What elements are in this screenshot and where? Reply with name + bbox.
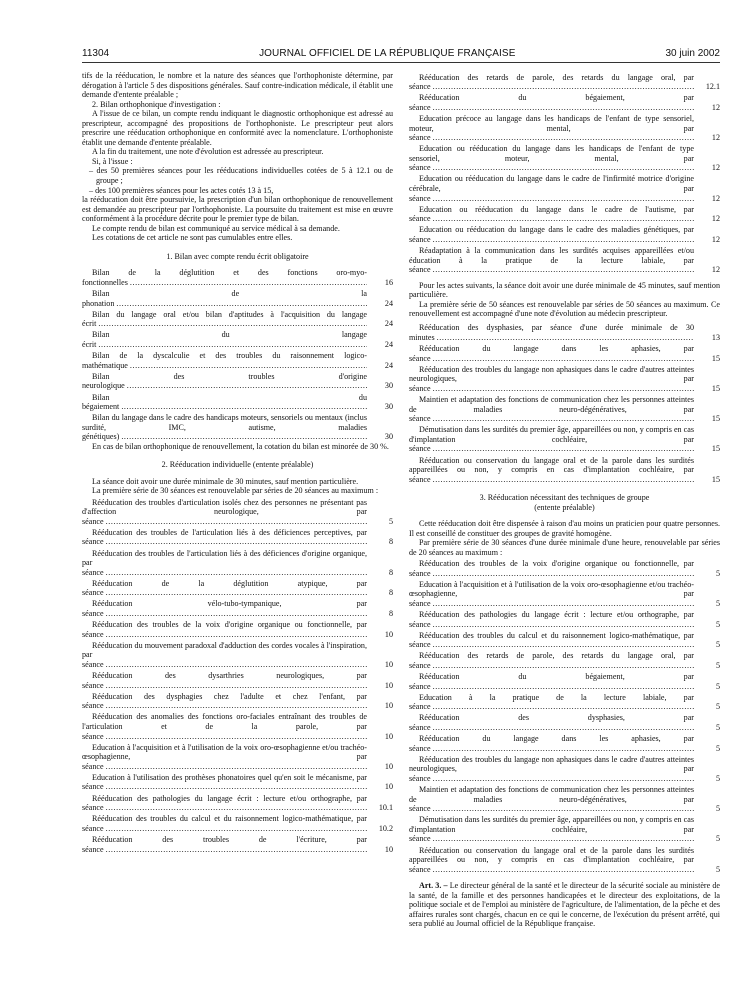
act-label	[82, 579, 367, 598]
act-text: Rééducation des dysphasies, par séance	[409, 713, 694, 732]
act-label	[409, 93, 694, 112]
act-coefficient: 10.1	[378, 803, 393, 813]
act-label	[82, 599, 367, 618]
act-coefficient: 5	[715, 568, 720, 578]
reeducation-row	[409, 73, 720, 92]
act-text: Rééducation de la déglutition atypique, par séance	[82, 578, 367, 598]
act-coefficient: 5	[715, 640, 720, 650]
section-3-paragraph: Par première série de 30 séances d'une durée minimale d'une heure, renouvelable par séries de 20 séances au maximum :	[409, 538, 720, 557]
act-text: Bilan de la déglutition et des fonctions oro-myo-fonctionnelles	[82, 268, 367, 287]
act-coefficient: 24	[384, 360, 393, 370]
group-row	[409, 785, 720, 814]
act-text: Bilan de la phonation	[82, 289, 367, 308]
act-label	[409, 755, 694, 784]
act-text: Rééducation des troubles de l'articulation liés à des déficiences d'origine organique, par séance	[82, 548, 367, 577]
act-label	[82, 620, 367, 639]
reeducation-row	[82, 712, 393, 741]
act-coefficient: 8	[388, 537, 393, 547]
act-label	[82, 712, 367, 741]
act-label	[82, 814, 367, 833]
group-row	[409, 734, 720, 753]
section-3-paragraph: Cette rééducation doit être dispensée à raison d'au moins un praticien pour quatre personnes. Il est conseillé de constituer des groupes de gravité homogène.	[409, 519, 720, 538]
section-3-title: 3. Rééducation nécessitant des techniques de groupe	[479, 493, 650, 503]
act-label	[409, 815, 694, 844]
act-label	[82, 310, 367, 329]
section-2-title: 2. Rééducation individuelle (entente préalable)	[161, 460, 314, 470]
act-text: Education ou rééducation du langage dans le cadre de l'autisme, par séance	[409, 204, 694, 224]
act-coefficient: 15	[711, 383, 720, 393]
act-text: Rééducation des troubles du langage non aphasiques dans le cadre d'autres atteintes neurologiques, par séance	[409, 364, 694, 393]
act-text: Education à la pratique de la lecture labiale, par séance	[409, 692, 694, 712]
act-label	[409, 559, 694, 578]
act-coefficient: 10	[384, 659, 393, 669]
act-label	[409, 225, 694, 244]
reeducation-row	[409, 365, 720, 394]
act-coefficient: 5	[715, 702, 720, 712]
bilan-row	[82, 351, 393, 370]
act-coefficient: 5	[715, 773, 720, 783]
act-text: Rééducation ou conservation du langage oral et de la parole dans les surdités appareillées ou non, y compris en cas d'implantation cochléaire, par séance	[409, 455, 694, 484]
act-text: Rééducation des pathologies du langage écrit : lecture et/ou orthographe, par séance	[82, 793, 367, 813]
act-text: Rééducation des troubles d'articulation isolés chez des personnes ne présentant pas d'affection neurologique, par séance	[82, 497, 367, 526]
act-text: Rééducation vélo-tubo-tympanique, par séance	[82, 599, 367, 619]
act-coefficient: 15	[711, 474, 720, 484]
group-row	[409, 815, 720, 844]
reeducation-row	[82, 773, 393, 792]
act-text: Rééducation des dysarthries neurologiques, par séance	[82, 671, 367, 690]
reeducation-row	[82, 794, 393, 813]
spacer	[409, 319, 720, 322]
act-label	[409, 713, 694, 732]
bilan-row	[82, 413, 393, 442]
act-coefficient: 12	[711, 193, 720, 203]
reeducation-row	[409, 344, 720, 363]
act-label	[82, 413, 367, 442]
act-text: Rééducation des troubles de la voix d'origine organique ou fonctionnelle, par séance	[82, 620, 367, 639]
group-row	[409, 631, 720, 650]
act-label	[82, 351, 367, 370]
act-label	[409, 425, 694, 454]
act-text: Rééducation du bégaiement, par séance	[409, 93, 694, 112]
two-column-body	[82, 71, 720, 929]
act-label	[82, 549, 367, 578]
page-header	[82, 48, 720, 63]
act-label	[409, 365, 694, 394]
act-coefficient: 12	[711, 234, 720, 244]
act-text: Rééducation ou conservation du langage oral et de la parole dans les surdités appareillées ou non, y compris en cas d'implantation cochléaire, par séance	[409, 845, 694, 874]
act-label	[409, 631, 694, 650]
act-label	[82, 289, 367, 308]
act-coefficient: 12	[711, 214, 720, 224]
dash-item: – des 100 premières séances pour les actes cotés 13 à 15,	[89, 185, 274, 195]
act-text: Rééducation du langage dans les aphasies, par séance	[409, 734, 694, 753]
act-text: Rééducation des anomalies des fonctions oro-faciales entraînant des troubles de l'articulation et de la parole, par séance	[82, 712, 367, 741]
reeducation-row	[409, 456, 720, 485]
reeducation-row	[82, 549, 393, 578]
reeducation-row	[409, 174, 720, 203]
act-coefficient: 5	[388, 516, 393, 526]
act-text: Education à l'acquisition et à l'utilisation de la voix oro-œsophagienne et/ou trachéo-œsophagienne, par séance	[82, 742, 367, 771]
act-label	[409, 846, 694, 875]
act-coefficient: 5	[715, 619, 720, 629]
act-coefficient: 15	[711, 414, 720, 424]
act-label	[409, 205, 694, 224]
act-text: Rééducation du bégaiement, par séance	[409, 672, 694, 691]
reeducation-row	[82, 692, 393, 711]
act-label	[409, 734, 694, 753]
act-text: Education précoce au langage dans les handicaps de l'enfant de type sensoriel, moteur, mental, par séance	[409, 113, 694, 143]
act-label	[82, 692, 367, 711]
act-label	[409, 144, 694, 173]
act-coefficient: 16	[384, 277, 393, 287]
act-label	[82, 498, 367, 527]
act-coefficient: 30	[384, 381, 393, 391]
act-coefficient: 12	[711, 133, 720, 143]
act-label	[82, 743, 367, 772]
section-1-note: En cas de bilan orthophonique de renouvellement, la cotation du bilan est minorée de 30 %.	[92, 441, 389, 451]
act-coefficient: 8	[388, 609, 393, 619]
group-row	[409, 580, 720, 609]
act-coefficient: 12	[711, 102, 720, 112]
act-text: Education à l'utilisation des prothèses phonatoires quel qu'en soit le mécanisme, par séance	[82, 772, 367, 792]
act-label	[409, 73, 694, 92]
act-coefficient: 12	[711, 163, 720, 173]
act-text: Bilan du bégaiement	[82, 392, 367, 412]
bilan-row	[82, 310, 393, 329]
act-label	[409, 344, 694, 363]
act-label	[409, 246, 694, 275]
act-label	[82, 393, 367, 412]
act-text: Bilan du langage oral et/ou bilan d'aptitudes à l'acquisition du langage écrit	[82, 309, 367, 329]
act-text: Réadaptation à la communication dans les surdités acquises appareillées et/ou éducation à la pratique de la lecture labiale, par séance	[409, 246, 694, 275]
article-3-label: Art. 3. –	[419, 881, 448, 891]
act-text: Maintien et adaptation des fonctions de communication chez les personnes atteintes de maladies neuro-dégénératives, par séance	[409, 395, 694, 424]
act-label	[82, 372, 367, 391]
reeducation-row	[82, 814, 393, 833]
act-text: Bilan du langage écrit	[82, 330, 367, 349]
bilan-row	[82, 289, 393, 308]
act-coefficient: 13	[711, 333, 720, 343]
act-coefficient: 5	[715, 834, 720, 844]
reeducation-row	[409, 114, 720, 143]
act-coefficient: 10.2	[378, 823, 393, 833]
reeducation-row	[409, 425, 720, 454]
act-coefficient: 12.1	[705, 82, 720, 92]
act-coefficient: 24	[384, 319, 393, 329]
left-column	[82, 71, 393, 929]
act-label	[82, 268, 367, 287]
body-paragraph: Les cotations de cet article ne sont pas cumulables entre elles.	[92, 233, 293, 243]
act-text: Rééducation des dysphagies chez l'adulte et chez l'enfant, par séance	[82, 691, 367, 711]
act-coefficient: 30	[384, 432, 393, 442]
act-text: Bilan de la dyscalculie et des troubles du raisonnement logico-mathématique	[82, 351, 367, 370]
body-paragraph: Pour les actes suivants, la séance doit avoir une durée minimale de 45 minutes, sauf mention particulière.	[409, 280, 720, 300]
act-label	[82, 528, 367, 547]
act-text: Rééducation des troubles de l'écriture, par séance	[82, 834, 367, 854]
reeducation-row	[409, 323, 720, 342]
group-row	[409, 755, 720, 784]
reeducation-row	[409, 395, 720, 424]
act-text: Rééducation des dysphasies, par séance d'une durée minimale de 30 minutes	[409, 323, 694, 343]
group-row	[409, 713, 720, 732]
act-coefficient: 15	[711, 353, 720, 363]
right-column	[409, 71, 720, 929]
act-label	[82, 773, 367, 792]
act-coefficient: 24	[384, 340, 393, 349]
section-2-paragraph: La séance doit avoir une durée minimale de 30 minutes, sauf mention particulière.	[92, 476, 359, 486]
intro-paragraph: 2. Bilan orthophonique d'investigation :	[92, 99, 221, 109]
act-coefficient: 10	[384, 629, 393, 639]
act-label	[82, 671, 367, 690]
act-text: Education ou rééducation du langage dans le cadre des maladies génétiques, par séance	[409, 225, 694, 244]
act-coefficient: 8	[388, 567, 393, 577]
act-label	[82, 330, 367, 349]
body-paragraph: Le compte rendu de bilan est communiqué au service médical à sa demande.	[92, 223, 340, 233]
reeducation-row	[82, 579, 393, 598]
act-coefficient: 10	[384, 844, 393, 854]
intro-paragraph: A la fin du traitement, une note d'évolution est adressée au prescripteur.	[92, 147, 324, 157]
group-row	[409, 610, 720, 629]
reeducation-row	[82, 599, 393, 618]
intro-paragraph: tifs de la rééducation, le nombre et la nature des séances que l'orthophoniste détermine, par dérogation à l'article 5 des dispositions générales. Sauf contre-indication médicale, il établit une demande d'entente préalable ;	[82, 71, 393, 100]
act-coefficient: 5	[715, 804, 720, 814]
section-1-title: 1. Bilan avec compte rendu écrit obligatoire	[166, 251, 309, 261]
act-label	[409, 693, 694, 712]
act-text: Rééducation des troubles du langage non aphasiques dans le cadre d'autres atteintes neurologiques, par séance	[409, 754, 694, 783]
act-coefficient: 8	[388, 588, 393, 598]
reeducation-row	[82, 835, 393, 854]
reeducation-row	[409, 205, 720, 224]
body-paragraph: La première série de 50 séances est renouvelable par séries de 50 séances au maximum. Ce renouvellement est accompagné d'une note d'évolution au médecin prescripteur.	[409, 299, 720, 319]
act-text: Maintien et adaptation des fonctions de communication chez les personnes atteintes de maladies neuro-dégénératives, par séance	[409, 785, 694, 814]
reeducation-row	[82, 528, 393, 547]
act-coefficient: 10	[384, 680, 393, 690]
act-coefficient: 10	[384, 701, 393, 711]
section-3-subtitle: (entente préalable)	[534, 502, 595, 512]
reeducation-row	[409, 246, 720, 275]
act-coefficient: 12	[711, 265, 720, 275]
act-label	[409, 174, 694, 203]
act-label	[409, 651, 694, 670]
act-coefficient: 5	[715, 743, 720, 753]
group-row	[409, 559, 720, 578]
act-label	[409, 580, 694, 609]
act-label	[82, 835, 367, 854]
reeducation-row	[82, 498, 393, 527]
bilan-row	[82, 330, 393, 349]
bilan-row	[82, 393, 393, 412]
reeducation-row	[409, 144, 720, 173]
publication-date: 30 juin 2002	[665, 48, 720, 59]
act-text: Rééducation du mouvement paradoxal d'adduction des cordes vocales à l'inspiration, par séance	[82, 640, 367, 669]
act-coefficient: 5	[715, 598, 720, 608]
article-3-text: Le directeur général de la santé et le directeur de la sécurité sociale au ministère de la santé, de la famille et des personnes handicapées et le directeur des exploitations, de la politique sociale et de l'emploi au ministère de l'agriculture, de l'alimentation, de la pêche et des affaires rurales sont chargés, chacun en ce qui le concerne, de l'exécution du présent arrêté, qui sera publié au Journal officiel de la République française.	[409, 881, 720, 929]
act-label	[82, 641, 367, 670]
act-text: Rééducation des retards de parole, des retards du langage oral, par séance	[409, 651, 694, 670]
act-text: Education à l'acquisition et à l'utilisation de la voix oro-œsophagienne et/ou trachéo-œsophagienne, par séance	[409, 579, 694, 608]
act-text: Education ou rééducation du langage dans le cadre de l'infirmité motrice d'origine cérébrale, par séance	[409, 174, 694, 203]
act-text: Rééducation des troubles de la voix d'origine organique ou fonctionnelle, par séance	[409, 559, 694, 578]
article-3	[409, 881, 720, 929]
act-label	[409, 610, 694, 629]
act-coefficient: 30	[384, 402, 393, 412]
act-coefficient: 10	[384, 731, 393, 741]
act-label	[409, 785, 694, 814]
act-coefficient: 24	[384, 298, 393, 308]
act-coefficient: 10	[384, 782, 393, 792]
intro-paragraph: Si, à l'issue :	[92, 156, 133, 166]
dash-item: – des 50 premières séances pour les rééducations individuelles cotées de 5 à 12.1 ou de groupe ;	[89, 166, 393, 186]
act-label	[409, 456, 694, 485]
section-3-heading	[409, 493, 720, 512]
act-coefficient: 5	[715, 722, 720, 732]
reeducation-row	[82, 743, 393, 772]
act-text: Rééducation des retards de parole, des retards du langage oral, par séance	[409, 72, 694, 92]
act-label	[409, 395, 694, 424]
act-coefficient: 5	[715, 681, 720, 691]
act-text: Rééducation des troubles de l'articulation liés à des déficiences perceptives, par séance	[82, 527, 367, 547]
reeducation-row	[409, 93, 720, 112]
group-row	[409, 693, 720, 712]
act-text: Démutisation dans les surdités du premier âge, appareillées ou non, y compris en cas d'implantation cochléaire, par séance	[409, 425, 694, 454]
act-coefficient: 5	[715, 660, 720, 670]
reeducation-row	[82, 620, 393, 639]
reeducation-row	[409, 225, 720, 244]
act-coefficient: 5	[715, 864, 720, 874]
reeducation-row	[82, 641, 393, 670]
reeducation-row	[82, 671, 393, 690]
act-label	[409, 323, 694, 342]
body-paragraph: la rééducation doit être poursuivie, la prescription d'un bilan orthophonique de renouvellement est demandée au prescripteur par l'orthophoniste. La poursuite du traitement est mise en œuvre conformément à la procédure décrite pour le premier type de bilan.	[82, 195, 393, 224]
group-row	[409, 672, 720, 691]
act-text: Rééducation des troubles du calcul et du raisonnement logico-mathématique, par séance	[82, 814, 367, 833]
act-text: Bilan du langage dans le cadre des handicaps moteurs, sensoriels ou mentaux (inclus surdité, IMC, autisme, maladies génétiques)	[82, 413, 367, 442]
journal-title: JOURNAL OFFICIEL DE LA RÉPUBLIQUE FRANÇAISE	[259, 48, 516, 59]
group-row	[409, 846, 720, 875]
bilan-row	[82, 372, 393, 391]
act-label	[409, 672, 694, 691]
section-2-paragraph: La première série de 30 séances est renouvelable par séries de 20 séances au maximum :	[92, 486, 379, 496]
act-text: Démutisation dans les surdités du premier âge, appareillées ou non, y compris en cas d'implantation cochléaire, par séance	[409, 815, 694, 844]
group-row	[409, 651, 720, 670]
act-text: Rééducation des troubles du calcul et du raisonnement logico-mathématique, par séance	[409, 630, 694, 650]
intro-paragraph: A l'issue de ce bilan, un compte rendu indiquant le diagnostic orthophonique est adressé au prescripteur, accompagné des propositions de l'orthophoniste. Le prescripteur peut alors prescrire une rééducation orthophonique en conformité avec la nomenclature. L'orthophoniste établit une demande d'entente préalable.	[82, 109, 393, 147]
act-coefficient: 10	[384, 761, 393, 771]
act-label	[409, 114, 694, 143]
page-number: 11304	[82, 48, 110, 59]
act-text: Education ou rééducation du langage dans les handicaps de l'enfant de type sensoriel, moteur, mental, par séance	[409, 144, 694, 173]
act-label	[82, 794, 367, 813]
act-coefficient: 15	[711, 444, 720, 454]
act-text: Rééducation du langage dans les aphasies, par séance	[409, 344, 694, 363]
bilan-row	[82, 268, 393, 287]
act-text: Bilan des troubles d'origine neurologique	[82, 371, 367, 391]
act-text: Rééducation des pathologies du langage écrit : lecture et/ou orthographe, par séance	[409, 609, 694, 629]
